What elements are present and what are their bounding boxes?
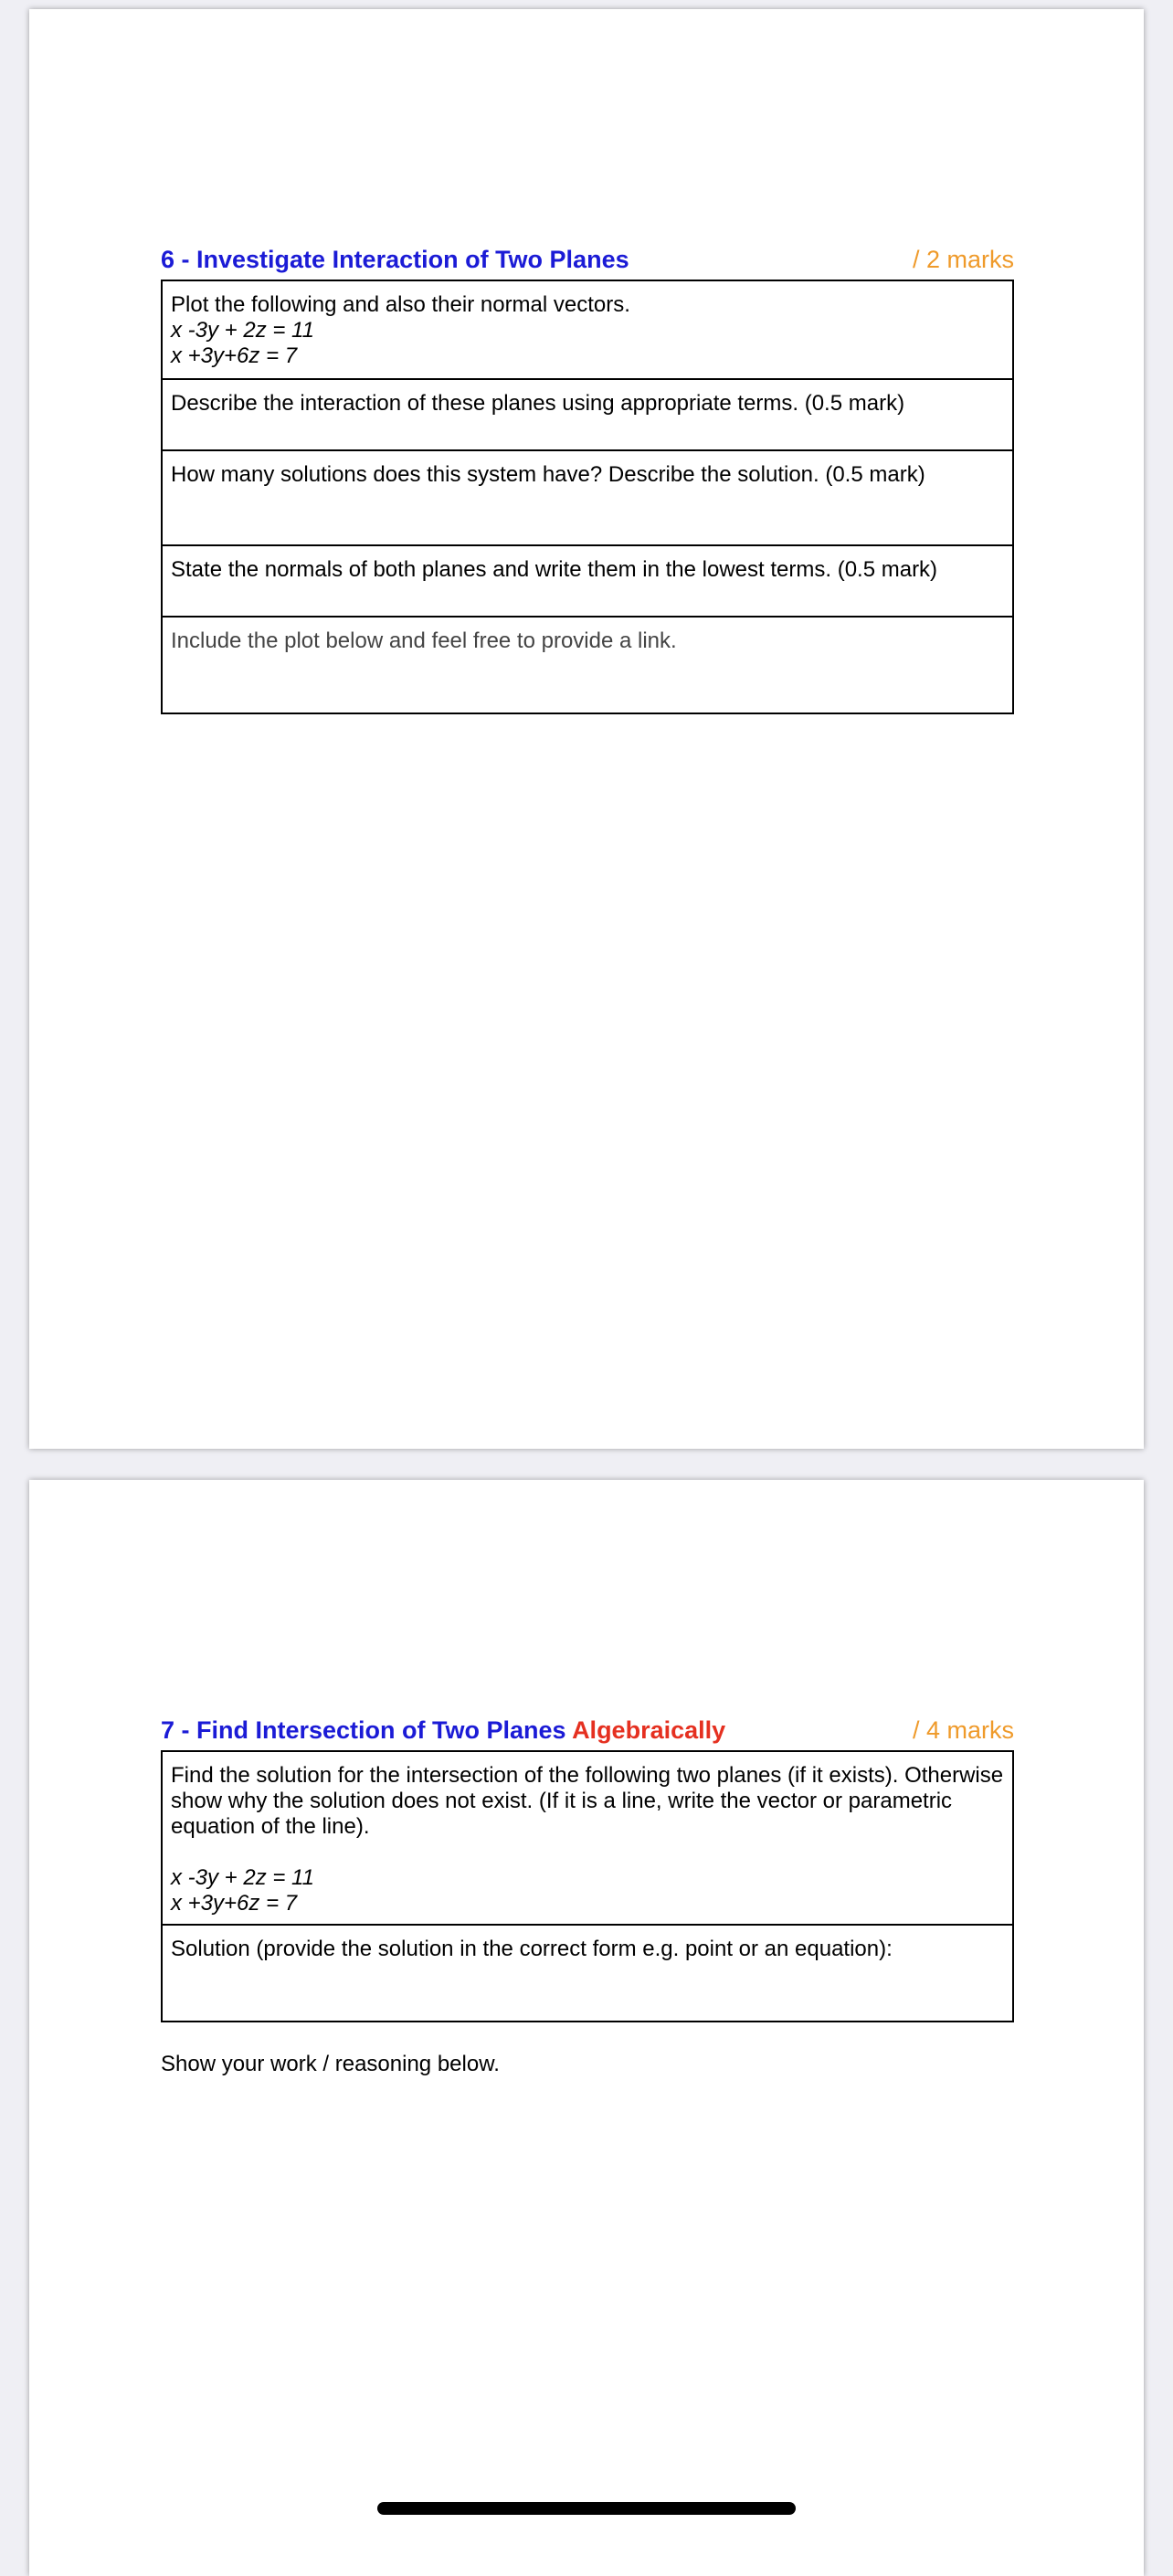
question-6-header: [161, 246, 1014, 274]
question-6-row-solutions: [162, 450, 1013, 545]
question-7-table: [161, 1750, 1014, 2022]
question-7-title-blue: 7 - Find Intersection of Two Planes: [161, 1716, 566, 1744]
question-6-plot-instruction: Plot the following and also their normal vectors.: [171, 292, 630, 317]
document-page-2: [29, 1480, 1144, 2576]
question-6-plot-cell: [162, 280, 1013, 379]
question-7-instruction-cell: [162, 1751, 1013, 1925]
question-6-solutions-cell: How many solutions does this system have? Describe the solution. (0.5 mark): [162, 450, 1013, 545]
question-6-row-plot: [162, 280, 1013, 379]
home-indicator[interactable]: [377, 2502, 796, 2515]
question-7-header: [161, 1716, 1014, 1745]
question-6-table: [161, 280, 1014, 714]
question-7-row-instruction: [162, 1751, 1013, 1925]
question-6-row-normals: [162, 545, 1013, 617]
question-6-title: 6 - Investigate Interaction of Two Planes: [161, 246, 629, 273]
question-7-row-solution: [162, 1925, 1013, 2022]
question-6-row-include-plot: [162, 617, 1013, 713]
question-7-title-red: Algebraically: [572, 1716, 726, 1744]
question-6-normals-cell: State the normals of both planes and write them in the lowest terms. (0.5 mark): [162, 545, 1013, 617]
question-7-equation-2: x +3y+6z = 7: [171, 1891, 298, 1916]
document-page-1: [29, 9, 1144, 1449]
question-7-title: [161, 1716, 725, 1745]
question-7-show-work: Show your work / reasoning below.: [161, 2052, 500, 2076]
question-7-marks: / 4 marks: [912, 1716, 1014, 1744]
question-6-equation-2: x +3y+6z = 7: [171, 343, 298, 368]
question-6-include-plot-cell: Include the plot below and feel free to provide a link.: [162, 617, 1013, 713]
question-7-instruction: Find the solution for the intersection of the following two planes (if it exists). Otherwise show why the solution does not exist. (If it is a line, write the vector or parametric equation of the line).: [171, 1763, 1004, 1839]
question-6-row-describe: [162, 379, 1013, 450]
question-7-equation-1: x -3y + 2z = 11: [171, 1865, 314, 1890]
question-6-marks: / 2 marks: [912, 246, 1014, 273]
question-6-describe-cell: Describe the interaction of these planes using appropriate terms. (0.5 mark): [162, 379, 1013, 450]
question-6-equation-1: x -3y + 2z = 11: [171, 318, 314, 343]
question-7-solution-cell: Solution (provide the solution in the correct form e.g. point or an equation):: [162, 1925, 1013, 2022]
